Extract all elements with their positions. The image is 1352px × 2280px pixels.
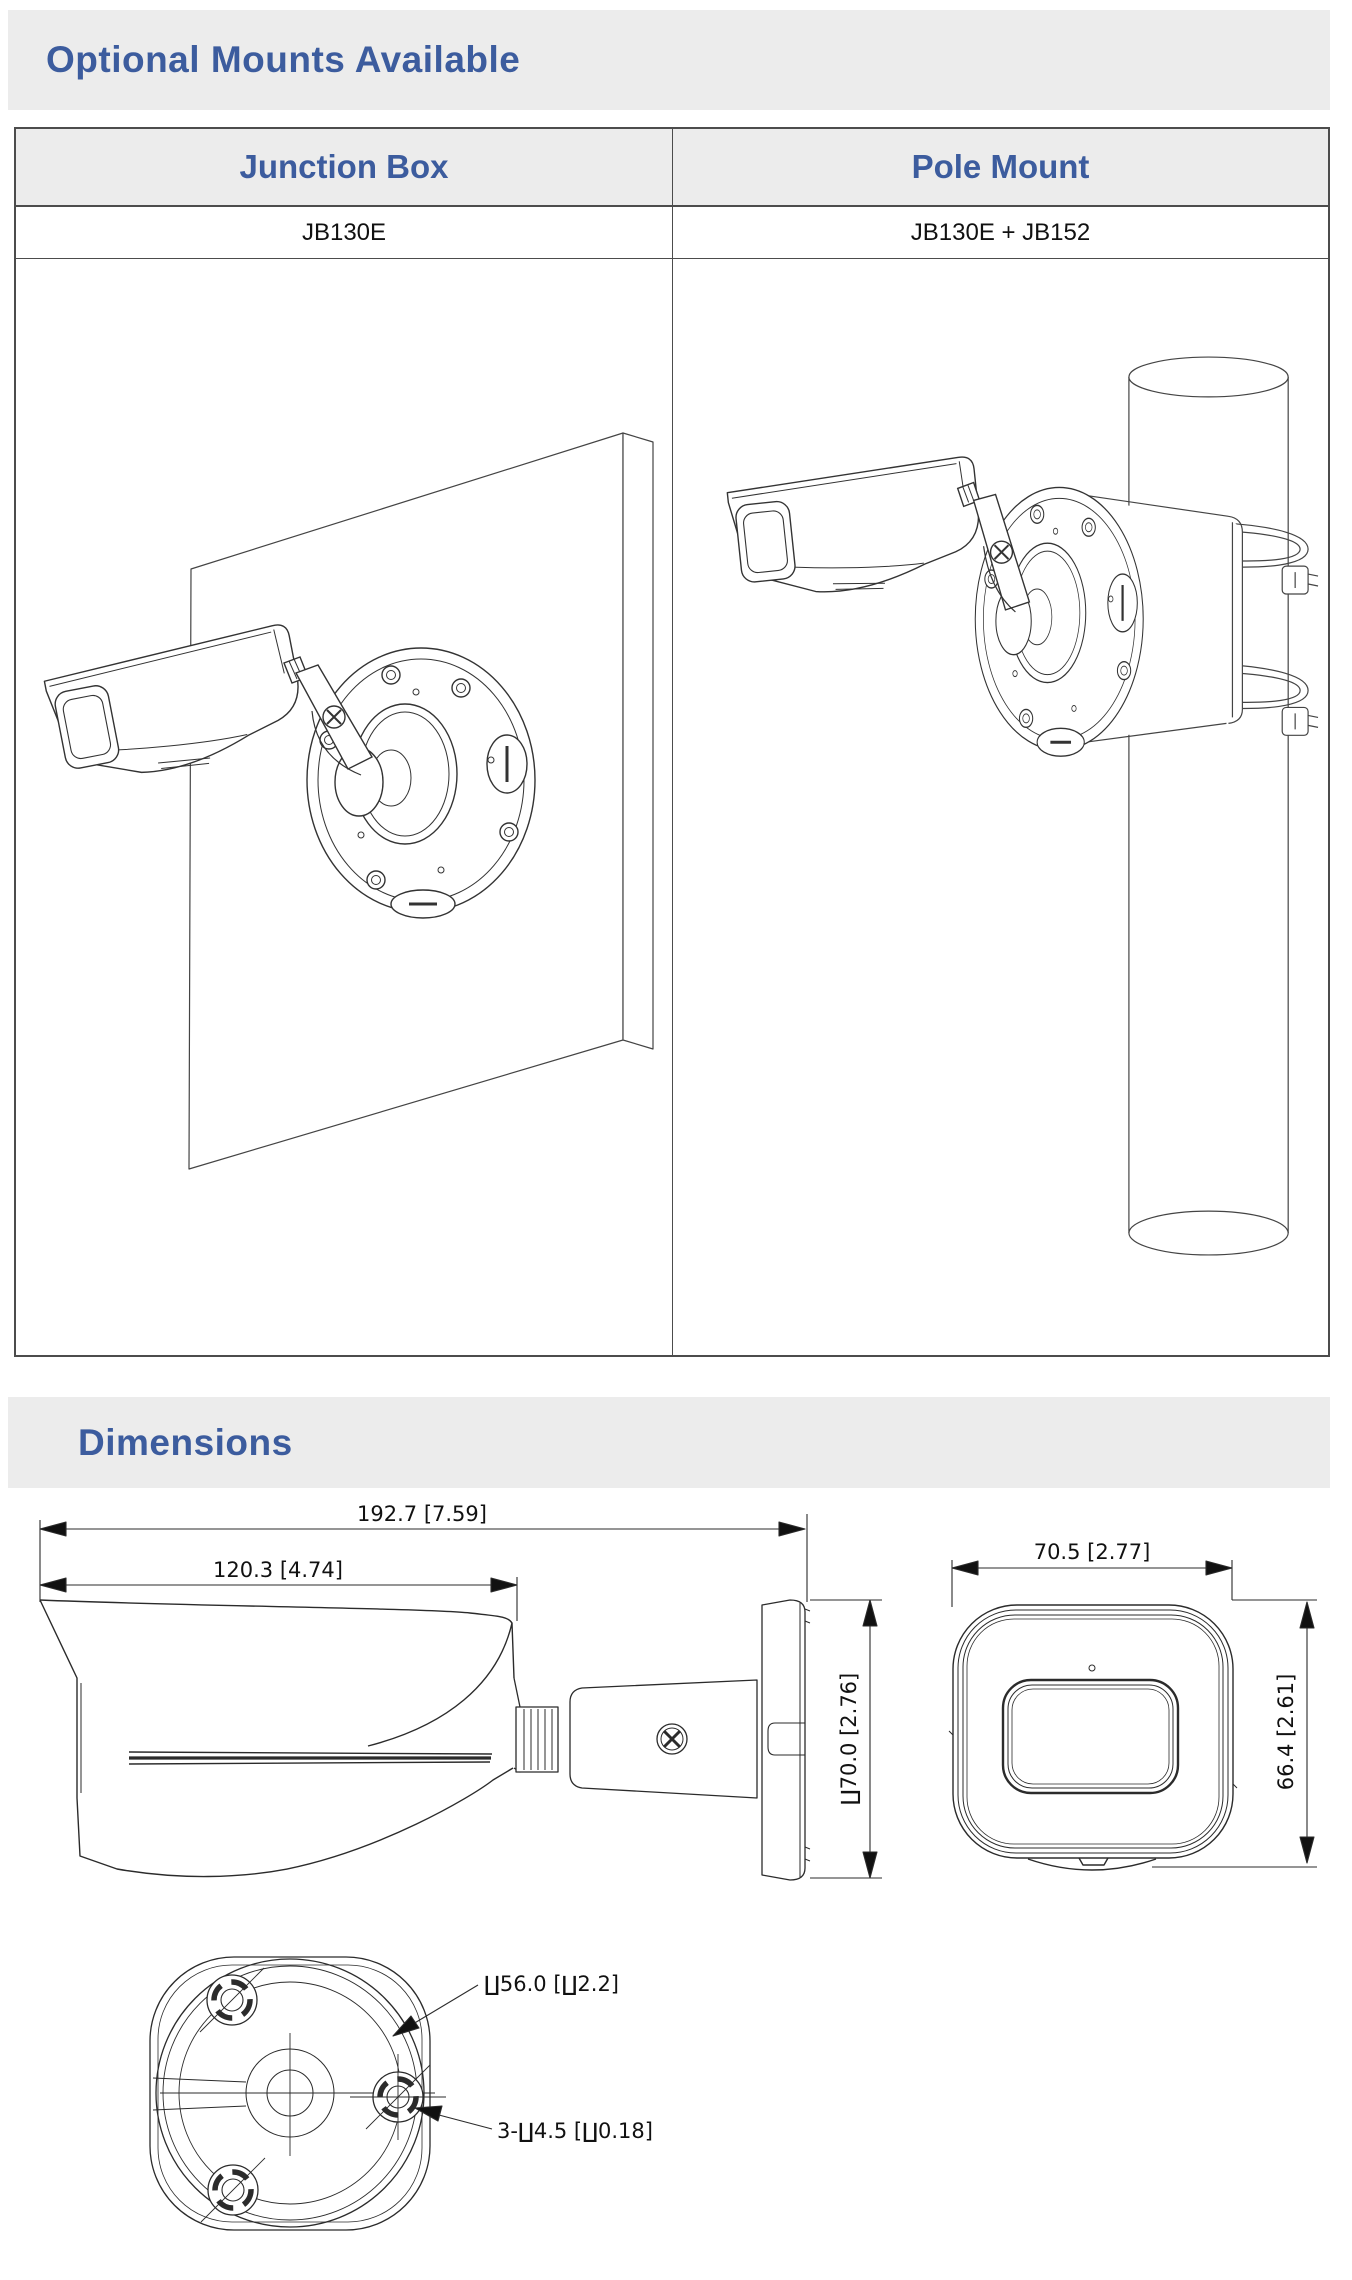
front-width-label: 70.5 [2.77]	[1033, 1540, 1151, 1564]
mounts-table-drawing-row	[16, 259, 1328, 1355]
pole-mount-header: Pole Mount	[911, 148, 1090, 185]
pole-mount-header-cell	[672, 129, 1328, 205]
wall-edge	[623, 433, 653, 1049]
mounts-section-title: Optional Mounts Available	[46, 39, 521, 80]
junction-box-header-cell	[16, 129, 672, 205]
pole-mount-drawing-cell	[672, 259, 1328, 1355]
bolt-circle-label: ∐56.0 [∐2.2]	[484, 1972, 620, 1996]
dimensions-section-header	[8, 1397, 1330, 1488]
pole-mount-model: JB130E + JB152	[910, 218, 1091, 246]
junction-box-wall-drawing	[16, 259, 672, 1355]
total-length-label: 192.7 [7.59]	[357, 1502, 487, 1526]
mounts-section-header	[8, 10, 1330, 110]
bullet-camera	[726, 456, 985, 604]
pole-mount-drawing	[673, 259, 1328, 1355]
side-view-drawing	[40, 1514, 882, 1880]
front-view-drawing	[949, 1560, 1317, 1870]
junction-box-header: Junction Box	[239, 148, 449, 185]
junction-box-drawing-cell	[16, 259, 672, 1355]
mounts-table-header-row	[16, 129, 1328, 207]
dimensions-section-title: Dimensions	[78, 1421, 293, 1463]
front-height-label: 66.4 [2.61]	[1274, 1673, 1298, 1791]
bottom-view-drawing	[150, 1957, 492, 2230]
mounts-table	[14, 127, 1330, 1357]
junction-box-model-cell	[16, 207, 672, 258]
junction-box-model: JB130E	[301, 218, 387, 246]
dimension-drawings	[0, 1488, 1352, 2280]
mount-holes-label: 3-∐4.5 [∐0.18]	[497, 2119, 653, 2143]
pole-mount-model-cell	[672, 207, 1328, 258]
pole	[1129, 357, 1288, 1255]
mounts-table-model-row	[16, 207, 1328, 259]
front-length-label: 120.3 [4.74]	[213, 1558, 343, 1582]
base-diameter-label: ∐70.0 [2.76]	[837, 1672, 861, 1806]
